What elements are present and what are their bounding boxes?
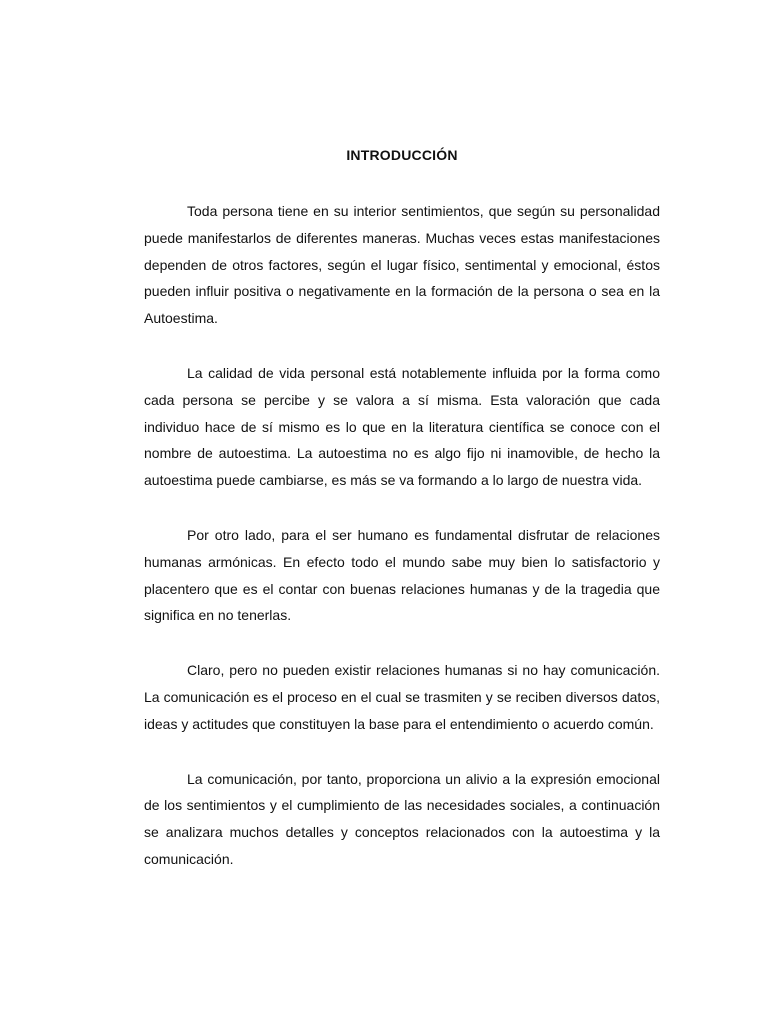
paragraph-1: Toda persona tiene en su interior sentimientos, que según su personalidad puede manifestarlos de diferentes maneras. Muchas veces estas manifestaciones dependen de otros factores, según el lugar físico, sentimental y emocional, éstos pueden influir positiva o negativamente en la formación de la persona o sea en la Autoestima. xyxy=(144,203,660,327)
paragraph-3: Por otro lado, para el ser humano es fundamental disfrutar de relaciones humanas armónicas. En efecto todo el mundo sabe muy bien lo satisfactorio y placentero que es el contar con buenas relaciones humanas y de la tragedia que significa en no tenerlas. xyxy=(144,526,660,624)
paragraph-4: Claro, pero no pueden existir relaciones humanas si no hay comunicación. La comunicación es el proceso en el cual se trasmiten y se reciben diversos datos, ideas y actitudes que constituyen la base para el entendimiento o acuerdo común. xyxy=(144,662,660,732)
paragraph-5: La comunicación, por tanto, proporciona un alivio a la expresión emocional de los sentimientos y el cumplimiento de las necesidades sociales, a continuación se analizara muchos detalles y conceptos relacionados con la autoestima y la comunicación. xyxy=(144,770,660,867)
document-body xyxy=(144,198,660,901)
paragraph-2: La calidad de vida personal está notablemente influida por la forma como cada persona se percibe y se valora a sí misma. Esta valoración que cada individuo hace de sí mismo es lo que en la literatura científica se conoce con el nombre de autoestima. La autoestima no es algo fijo ni inamovible, de hecho la autoestima puede cambiarse, es más se va formando a lo largo de nuestra vida. xyxy=(144,364,660,489)
document-title: INTRODUCCIÓN xyxy=(346,147,458,163)
